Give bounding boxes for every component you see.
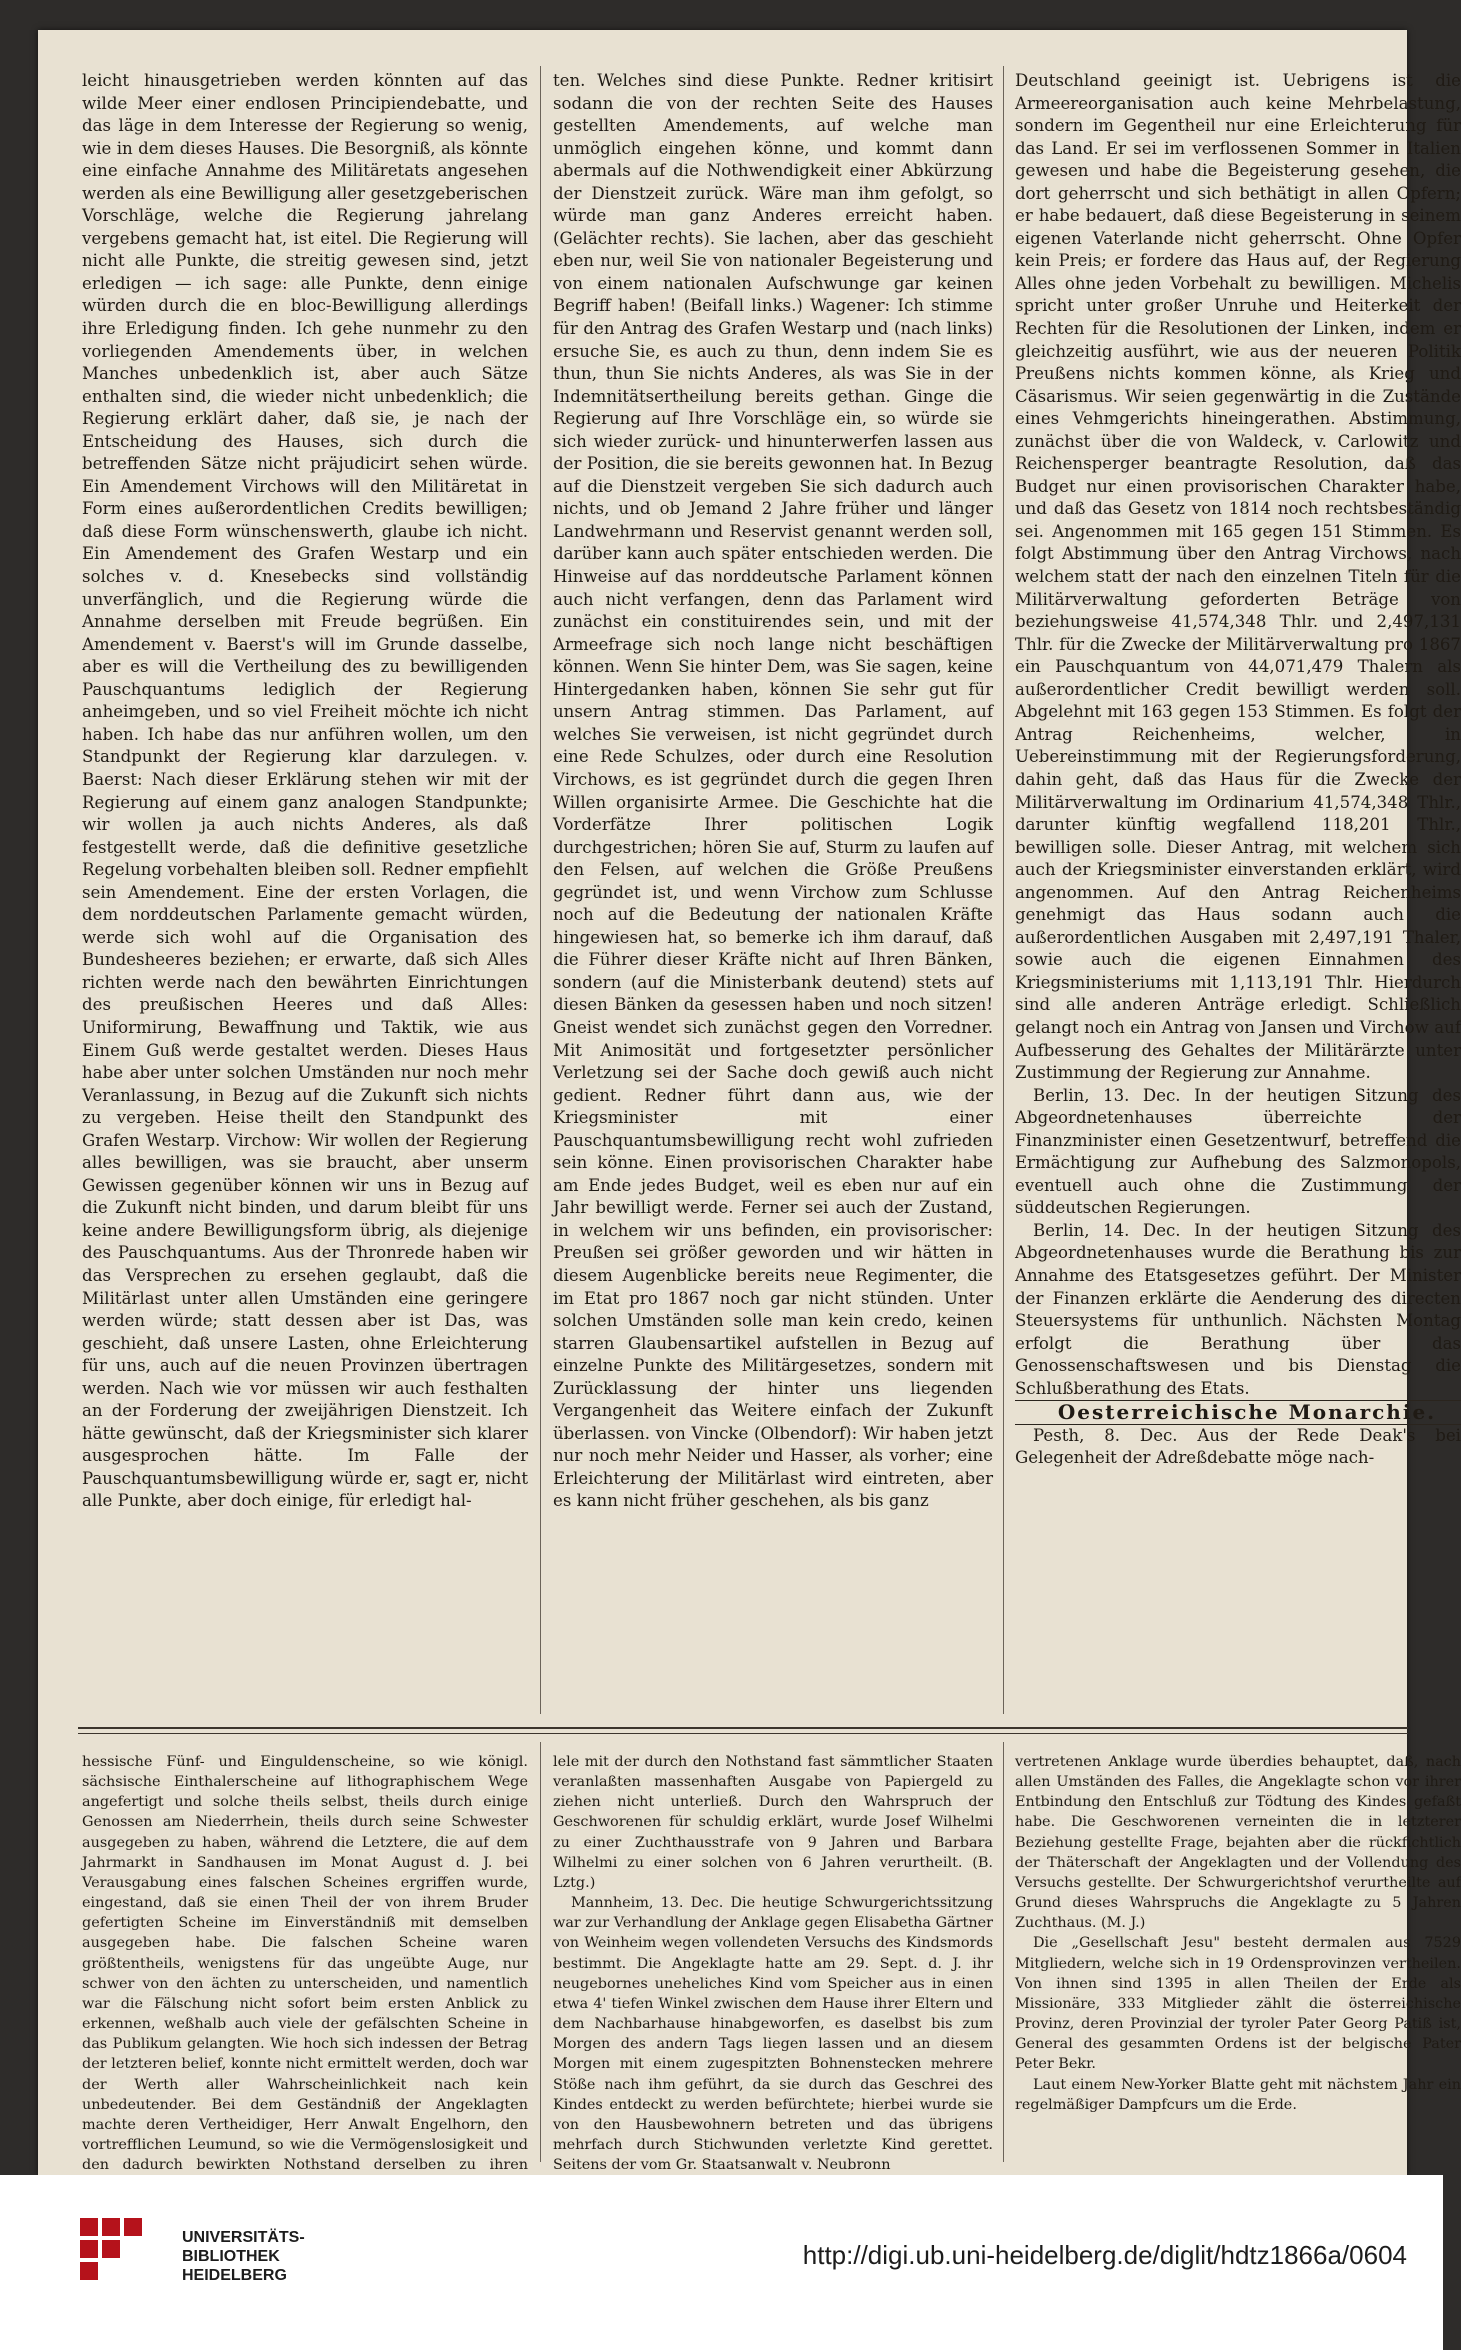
horizontal-divider bbox=[78, 1727, 1408, 1729]
column-bottom-middle bbox=[553, 1752, 993, 2174]
news-item-steamship: Laut einem New-Yorker Blatte geht mit nächstem Jahr ein regelmäßiger Dampfcurs um die Erde. bbox=[1015, 2076, 1461, 2113]
library-name-line: UNIVERSITÄTS- bbox=[182, 2229, 305, 2246]
section-heading: Oesterreichische Monarchie. bbox=[1015, 1400, 1461, 1425]
news-item-berlin-13: Berlin, 13. Dec. In der heutigen Sitzung des Abgeordnetenhauses überreichte der Finanzminister einen Gesetzentwurf, betreffend die Ermächtigung zur Aufhebung des Salzmonopols, eventuell auch ohne die Zustimmung der süddeutschen Regierungen. bbox=[1015, 1085, 1461, 1218]
paragraph: vertretenen Anklage wurde überdies behauptet, daß, nach allen Umständen des Falles, die Angeklagte schon vor ihrer Entbindung den Entschluß zur Tödtung des Kindes gefaßt habe. Die Geschworenen verneinten die in letzterer Beziehung gestellte Frage, bejahten aber die rückfichtlich der Thäterschaft der Angeklagten und der Vollendung des Versuchs gestellte. Der Schwurgerichtshof verurtheilte auf Grund dieses Wahrspruchs die Angeklagte zu 5 Jahren Zuchthaus. (M. J.) bbox=[1015, 1754, 1461, 1932]
page-url[interactable]: http://digi.ub.uni-heidelberg.de/diglit/hdtz1866a/0604 bbox=[802, 2240, 1407, 2270]
news-item-jesuits: Die „Gesellschaft Jesu" besteht dermalen aus 7529 Mitgliedern, welche sich in 19 Ordensprovinzen vertheilen. Von ihnen sind 1395 in allen Theilen der Erde als Missionäre, 333 Mitglieder zählt die österreichische Provinz, deren Provinzial der tyroler Pater Georg Patiß ist, General des gesammten Ordens ist der belgische Pater Peter Bekr. bbox=[1015, 1935, 1461, 2073]
library-name-line: HEIDELBERG bbox=[182, 2267, 287, 2284]
column-divider bbox=[540, 1742, 541, 2162]
column-bottom-left bbox=[82, 1752, 528, 2174]
column-top-middle bbox=[553, 70, 993, 1710]
paragraph: hessische Fünf- und Einguldenscheine, so wie königl. sächsische Einthalerscheine auf lithographischem Wege angefertigt und solche theils selbst, theils durch einige Genossen am Niederrhein, theils durch seine Schwester ausgegeben zu haben, während die Letztere, die auf dem Jahrmarkt in Sandhausen im Monat August d. J. bei Verausgabung eines falschen Scheines ergriffen wurde, eingestand, daß sie einen Theil der von ihrem Bruder gefertigten Scheine im Einverständniß mit demselben ausgegeben habe. Die falschen Scheine waren größtentheils, wenigstens für das ungeübte Auge, nur schwer von den ächten zu unterscheiden, und namentlich war die Fälschung nicht sofort beim ersten Anblick zu erkennen, weßhalb auch viele der gefälschten Scheine in das Publikum gelangten. Wie hoch sich indessen der Betrag der letzteren belief, konnte nicht ermittelt werden, doch war der Werth aller Wahrscheinlichkeit nach kein unbedeutender. Bei dem Geständniß der Angeklagten machte deren Vertheidiger, Herr Anwalt Engelhorn, den vortrefflichen Leumund, so wie die Vermögenslosigkeit und den dadurch bewirkten Nothstand derselben zu ihren bbox=[82, 1754, 528, 2174]
column-divider bbox=[1003, 66, 1004, 1714]
column-divider bbox=[540, 66, 541, 1714]
column-divider bbox=[1003, 1742, 1004, 2162]
horizontal-divider-thin bbox=[78, 1733, 1408, 1734]
column-top-right bbox=[1015, 70, 1461, 1710]
column-top-left bbox=[82, 70, 528, 1710]
library-name-line: BIBLIOTHEK bbox=[182, 2248, 280, 2265]
library-name[interactable] bbox=[182, 2228, 305, 2285]
news-item-pesth: Pesth, 8. Dec. Aus der Rede Deak's bei Gelegenheit der Adreßdebatte möge nach- bbox=[1015, 1425, 1461, 1468]
newspaper-page bbox=[38, 30, 1461, 2175]
paragraph: leicht hinausgetrieben werden könnten auf das wilde Meer einer endlosen Principiendebatte, und das läge in dem Interesse der Regierung so wenig, wie in dem dieses Hauses. Die Besorgniß, als könnte eine einfache Annahme des Militäretats angesehen werden als eine Bewilligung aller gesetzgeberischen Vorschläge, welche die Regierung jahrelang vergebens gemacht hat, ist eitel. Die Regierung will nicht alle Punkte, die streitig gewesen sind, jetzt erledigen — ich sage: alle Punkte, denn einige würden durch die en bloc-Bewilligung allerdings ihre Erledigung finden. Ich gehe nunmehr zu den vorliegenden Amendements über, in welchen Manches unbedenklich ist, aber auch Sätze enthalten sind, die wieder nicht unbedenklich; die Regierung erklärt daher, daß sie, je nach der Entscheidung des Hauses, sich durch die betreffenden Sätze nicht präjudicirt sehen würde. Ein Amendement Virchows will den Militäretat in Form eines außerordentlichen Credits bewilligen; daß diese Form wünschenswerth, glaube ich nicht. Ein Amendement des Grafen Westarp und ein solches v. d. Knesebecks sind vollständig unverfänglich, und die Regierung würde die Annahme derselben mit Freude begrüßen. Ein Amendement v. Baerst's will im Grunde dasselbe, aber es will die Vertheilung des zu bewilligenden Pauschquantums lediglich der Regierung anheimgeben, und so viel Freiheit möchte ich nicht haben. Ich habe das nur anführen wollen, um den Standpunkt der Regierung klar darzulegen. v. Baerst: Nach dieser Erklärung stehen wir mit der Regierung auf einem ganz analogen Standpunkte; wir wollen ja auch nichts Anderes, als daß festgestellt werde, daß die definitive gesetzliche Regelung vorbehalten bleiben soll. Redner empfiehlt sein Amendement. Eine der ersten Vorlagen, die dem norddeutschen Parlamente gemacht würden, werde sich wohl auf die Organisation des Bundesheeres beziehen; er erwarte, daß sich Alles richten werde nach den bewährten Einrichtungen des preußischen Heeres und daß Alles: Uniformirung, Bewaffnung und Taktik, wie aus Einem Guß werde gestaltet werden. Dieses Haus habe aber unter solchen Umständen nur noch mehr Veranlassung, in Bezug auf die Zukunft sich nichts zu vergeben. Heise theilt den Standpunkt des Grafen Westarp. Virchow: Wir wollen der Regierung alles bewilligen, was sie braucht, aber unserm Gewissen gegenüber können wir uns in Bezug auf die Zukunft nicht binden, und darum bleibt für uns keine andere Bewilligungsform übrig, als diejenige des Pauschquantums. Aus der Thronrede haben wir das Versprechen zu ersehen geglaubt, daß die Militärlast unter allen Umständen eine geringere werden würde; statt dessen aber ist Das, was geschieht, daß unsere Lasten, ohne Erleichterung für uns, auch auf die neuen Provinzen übertragen werden. Nach wie vor müssen wir auch festhalten an der Forderung der zweijährigen Dienstzeit. Ich hätte gewünscht, daß der Kriegsminister sich klarer ausgesprochen hätte. Im Falle der Pauschquantumsbewilligung würde er, sagt er, nicht alle Punkte, aber doch einige, für erledigt hal- bbox=[82, 71, 528, 1511]
paragraph: ten. Welches sind diese Punkte. Redner kritisirt sodann die von der rechten Seite des Hauses gestellten Amendements, auf welche man unmöglich eingehen könne, und kommt dann abermals auf die Nothwendigkeit einer Abkürzung der Dienstzeit zurück. Wäre man ihm gefolgt, so würde man ganz Anderes erreicht haben. (Gelächter rechts). Sie lachen, aber das geschieht eben nur, weil Sie von nationaler Begeisterung und von einem nationalen Aufschwunge gar keinen Begriff haben! (Beifall links.) Wagener: Ich stimme für den Antrag des Grafen Westarp und (nach links) ersuche Sie, es auch zu thun, denn indem Sie es thun, thun Sie nichts Anderes, als was Sie in der Indemnitätsertheilung bereits gethan. Ginge die Regierung auf Ihre Vorschläge ein, so würde sie sich wieder zurück- und hinunterwerfen lassen aus der Position, die sie bereits gewonnen hat. In Bezug auf die Dienstzeit vergeben Sie sich dadurch auch nichts, und ob Jemand 2 Jahre früher und länger Landwehrmann und Reservist genannt werden soll, darüber kann auch später entschieden werden. Die Hinweise auf das norddeutsche Parlament können auch nicht verfangen, denn das Parlament wird zunächst ein constituirendes sein, und mit der Armeefrage sich noch lange nicht beschäftigen können. Wenn Sie hinter Dem, was Sie sagen, keine Hintergedanken haben, können Sie sehr gut für unsern Antrag stimmen. Das Parlament, auf welches Sie verweisen, ist nicht gegründet durch eine Rede Schulzes, oder durch eine Resolution Virchows, es ist gegründet durch die gegen Ihren Willen organisirte Armee. Die Geschichte hat die Vorderfätze Ihrer politischen Logik durchgestrichen; hören Sie auf, Sturm zu laufen auf den Felsen, auf welchen die Größe Preußens gegründet ist, und wenn Virchow zum Schlusse noch auf die Bedeutung der nationalen Kräfte hingewiesen hat, so bemerke ich ihm darauf, daß die Führer dieser Kräfte nicht auf Ihren Bänken, sondern (auf die Ministerbank deutend) stets auf diesen Bänken da gesessen haben und noch sitzen! Gneist wendet sich zunächst gegen den Vorredner. Mit Animosität und fortgesetzter persönlicher Verletzung sei der Sache doch gewiß auch nicht gedient. Redner führt dann aus, wie der Kriegsminister mit einer Pauschquantumsbewilligung recht wohl zufrieden sein könne. Einen provisorischen Charakter habe am Ende jedes Budget, weil es eben nur auf ein Jahr bewilligt werde. Ferner sei auch der Zustand, in welchem wir uns befinden, ein provisorischer: Preußen sei größer geworden und wir hätten in diesem Augenblicke bereits neue Regimenter, die im Etat pro 1867 noch gar nicht stünden. Unter solchen Umständen solle man kein credo, keinen starren Glaubensartikel aufstellen in Bezug auf einzelne Punkte des Militärgesetzes, sondern mit Zurücklassung der hinter uns liegenden Vergangenheit das Weitere einfach der Zukunft überlassen. von Vincke (Olbendorf): Wir haben jetzt nur noch mehr Neider und Hasser, als vorher; eine Erleichterung der Militärlast wird eintreten, aber es kann nicht früher geschehen, als bis ganz bbox=[553, 71, 993, 1511]
university-library-logo-icon[interactable] bbox=[72, 2210, 168, 2306]
news-item-mannheim: Mannheim, 13. Dec. Die heutige Schwurgerichtssitzung war zur Verhandlung der Anklage gegen Elisabetha Gärtner von Weinheim wegen vollendeten Versuchs des Kindsmords bestimmt. Die Angeklagte hatte am 29. Sept. d. J. ihr neugebornes uneheliches Kind vom Speicher aus in einen etwa 4' tiefen Winkel zwischen dem Hause ihrer Eltern und dem Nachbarhause hinabgeworfen, es daselbst bis zum Morgen des andern Tags liegen lassen und an diesem Morgen mit einem zugespitzten Bohnenstecken mehrere Stöße nach ihm geführt, da sie durch das Geschrei des Kindes entdeckt zu werden befürchtete; hierbei wurde sie von den Hausbewohnern betreten und das übrigens mehrfach durch Stichwunden verletzte Kind gerettet. Seitens der vom Gr. Staatsanwalt v. Neubronn bbox=[553, 1895, 993, 2174]
paragraph: lele mit der durch den Nothstand fast sämmtlicher Staaten veranlaßten massenhaften Ausgabe von Papiergeld zu ziehen nicht unterließ. Durch den Wahrspruch der Geschworenen für schuldig erklärt, wurde Josef Wilhelmi zu einer Zuchthausstrafe von 9 Jahren und Barbara Wilhelmi zu einer solchen von 6 Jahren verurtheilt. (B. Lztg.) bbox=[553, 1754, 993, 1891]
news-item-berlin-14: Berlin, 14. Dec. In der heutigen Sitzung des Abgeordnetenhauses wurde die Berathung bis zur Annahme des Etatsgesetzes geführt. Der Minister der Finanzen erklärte die Aenderung des directen Steuersystems für unthunlich. Nächsten Montag erfolgt die Berathung über das Genossenschaftswesen und bis Dienstag die Schlußberathung des Etats. bbox=[1015, 1220, 1461, 1398]
column-bottom-right bbox=[1015, 1752, 1461, 2152]
paragraph: Deutschland geeinigt ist. Uebrigens ist die Armeereorganisation auch keine Mehrbelastung, sondern im Gegentheil nur eine Erleichterung für das Land. Er sei im verflossenen Sommer in Italien gewesen und habe die Begeisterung gesehen, die dort geherrscht und sich bethätigt in allen Opfern; er habe bedauert, daß diese Begeisterung in seinem eigenen Vaterlande nicht geherrscht. Ohne Opfer kein Preis; er fordere das Haus auf, der Regierung Alles ohne jeden Vorbehalt zu bewilligen. Michelis spricht unter großer Unruhe und Heiterkeit der Rechten für die Resolutionen der Linken, indem er gleichzeitig ausführt, wie aus der neueren Politik Preußens nichts kommen könne, als Krieg und Cäsarismus. Wir seien gegenwärtig in die Zustände eines Vehmgerichts hineingerathen. Abstimmung, zunächst über die von Waldeck, v. Carlowitz und Reichensperger beantragte Resolution, daß das Budget nur einen provisorischen Charakter habe, und daß das Gesetz von 1814 noch rechtsbeständig sei. Angenommen mit 165 gegen 151 Stimmen. Es folgt Abstimmung über den Antrag Virchows, nach welchem statt der nach den einzelnen Titeln für die Militärverwaltung geforderten Beträge von beziehungsweise 41,574,348 Thlr. und 2,497,131 Thlr. für die Zwecke der Militärverwaltung pro 1867 ein Pauschquantum von 44,071,479 Thalern als außerordentlicher Credit bewilligt werden soll. Abgelehnt mit 163 gegen 153 Stimmen. Es folgt der Antrag Reichenheims, welcher, in Uebereinstimmung mit der Regierungsforderung, dahin geht, daß das Haus für die Zwecke der Militärverwaltung im Ordinarium 41,574,348 Thlr., darunter künftig wegfallend 118,201 Thlr., bewilligen solle. Dieser Antrag, mit welchem sich auch der Kriegsminister einverstanden erklärt, wird angenommen. Auf den Antrag Reichenheims genehmigt das Haus sodann auch die außerordentlichen Ausgaben mit 2,497,191 Thaler, sowie auch die eigenen Einnahmen des Kriegsministeriums mit 1,113,191 Thlr. Hierdurch sind alle anderen Anträge erledigt. Schließlich gelangt noch ein Antrag von Jansen und Virchow auf Aufbesserung des Gehaltes der Militärärzte unter Zustimmung der Regierung zur Annahme. bbox=[1015, 71, 1461, 1083]
